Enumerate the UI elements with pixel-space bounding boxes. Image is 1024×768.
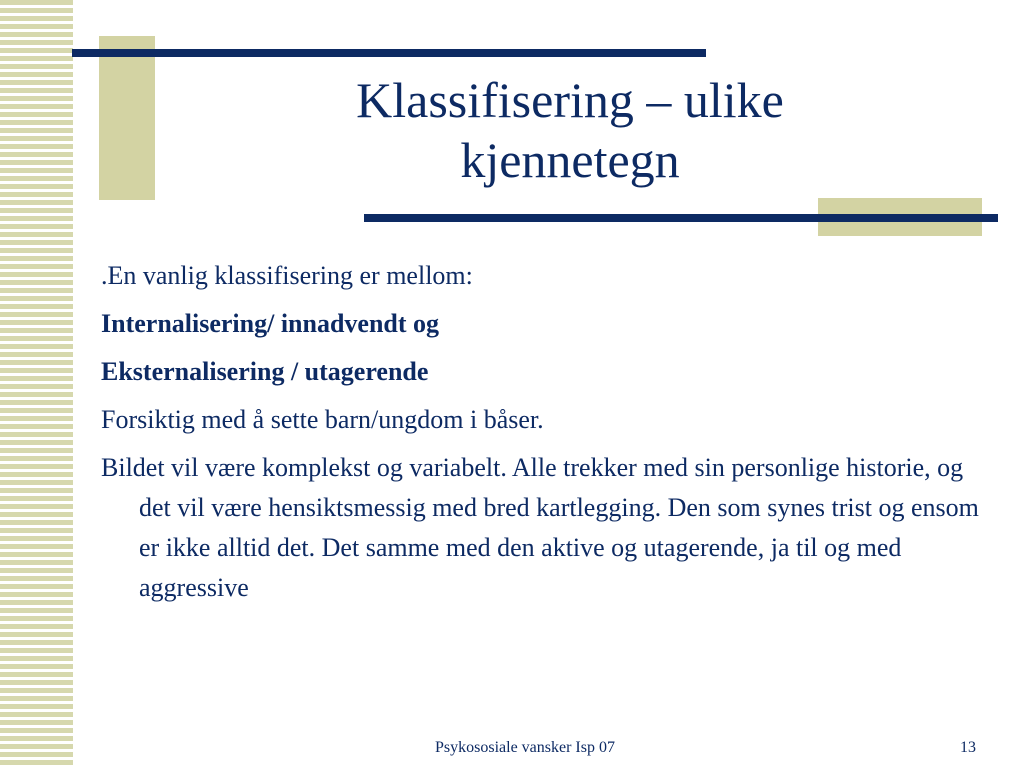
slide-title	[240, 70, 900, 190]
title-rule-top	[72, 49, 706, 57]
body-intro: .En vanlig klassifisering er mellom:	[101, 261, 473, 290]
footer-page-number: 13	[960, 739, 976, 756]
title-rule-bottom	[364, 214, 998, 222]
decorative-block-top	[99, 36, 155, 200]
decorative-stripe-band	[0, 0, 73, 768]
footer-course-label: Psykososiale vansker Isp 07	[435, 739, 615, 756]
body-item-internalising: Internalisering/ innadvendt og	[101, 309, 440, 338]
body-caution: Forsiktig med å sette barn/ungdom i båser.	[101, 405, 544, 434]
slide-title-line-2: kjennetegn	[460, 132, 680, 188]
body-item-externalising: Eksternalisering / utagerende	[101, 357, 429, 386]
body-detail: Bildet vil være komplekst og variabelt. Alle trekker med sin personlige historie, og det vil være hensiktsmessig med bred kartlegging. Den som synes trist og ensom er ikke alltid det. Det samme med den aktive og utagerende, ja til og med aggressive	[101, 453, 979, 602]
slide-body	[101, 256, 981, 616]
slide-title-line-1: Klassifisering – ulike	[356, 72, 784, 128]
